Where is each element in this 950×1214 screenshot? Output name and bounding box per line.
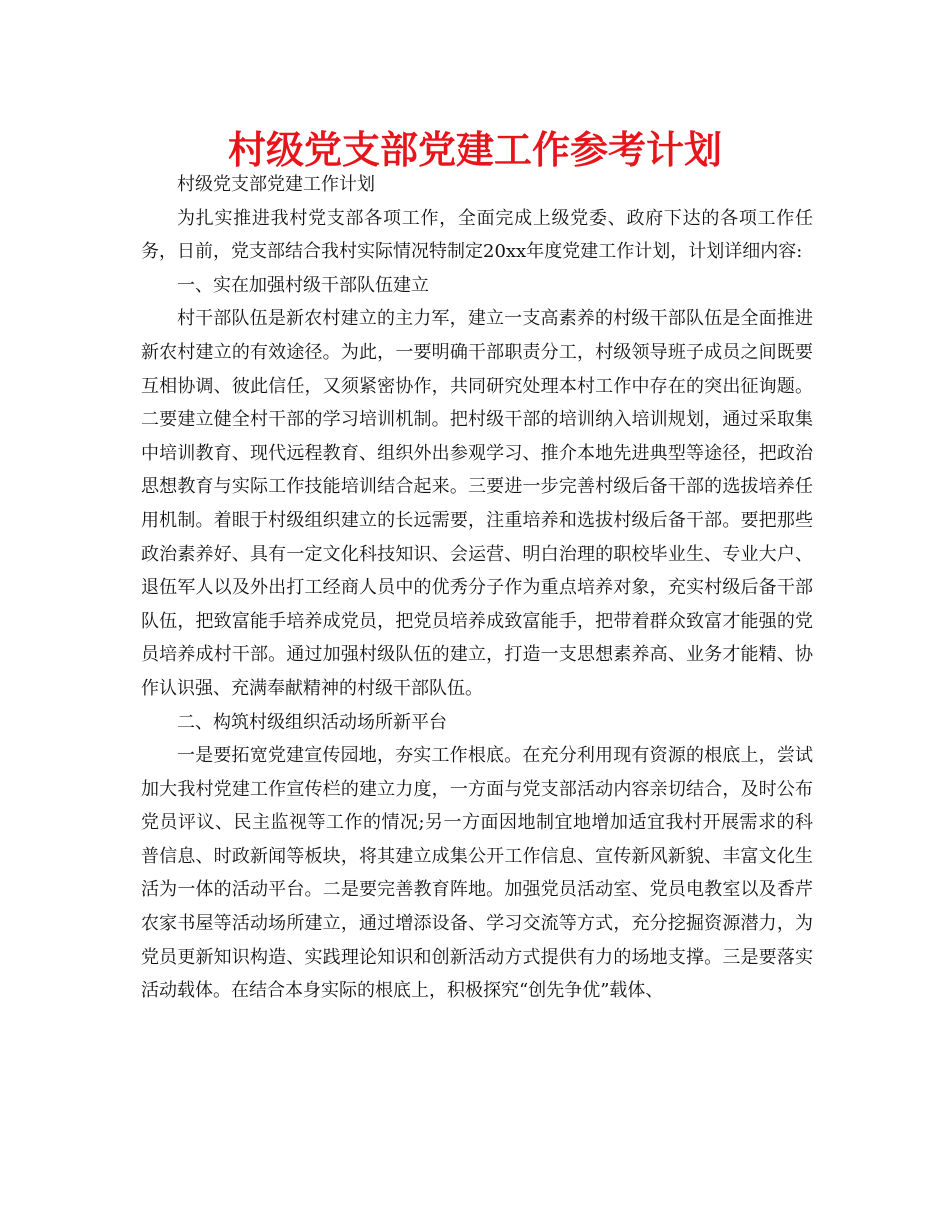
- paragraph-subtitle: 村级党支部党建工作计划: [177, 174, 375, 195]
- section-heading-2: 二、构筑村级组织活动场所新平台: [177, 711, 447, 733]
- document-body: [141, 168, 813, 1008]
- document-title: 村级党支部党建工作参考计划: [227, 128, 722, 172]
- paragraph-section-2: 一是要拓宽党建宣传园地，夯实工作根底。在充分利用现有资源的根底上，尝试加大我村党建工作宣传栏的建立力度，一方面与党支部活动内容亲切结合，及时公布党员评议、民主监视等工作的情况;另一方面因地制宜地增加适宜我村开展需求的科普信息、时政新闻等板块，将其建立成集公开工作信息、宣传新风新貌、丰富文化生活为一体的活动平台。二是要完善教育阵地。加强党员活动室、党员电教室以及香芹农家书屋等活动场所建立，通过增添设备、学习交流等方式，充分挖掘资源潜力，为党员更新知识构造、实践理论知识和创新活动方式提供有力的场地支撑。三是要落实活动载体。在结合本身实际的根底上，积极探究“创先争优”载体、: [141, 745, 813, 1002]
- paragraph-intro: 为扎实推进我村党支部各项工作，全面完成上级党委、政府下达的各项工作任务，日前，党支部结合我村实际情况特制定20xx年度党建工作计划，计划详细内容:: [141, 207, 813, 263]
- paragraph-section-1: 村干部队伍是新农村建立的主力军，建立一支高素养的村级干部队伍是全面推进新农村建立的有效途径。为此，一要明确干部职责分工，村级领导班子成员之间既要互相协调、彼此信任，又须紧密协作，共同研究处理本村工作中存在的突出征询题。二要建立健全村干部的学习培训机制。把村级干部的培训纳入培训规划，通过采取集中培训教育、现代远程教育、组织外出参观学习、推介本地先进典型等途径，把政治思想教育与实际工作技能培训结合起来。三要进一步完善村级后备干部的选拔培养任用机制。着眼于村级组织建立的长远需要，注重培养和选拔村级后备干部。要把那些政治素养好、具有一定文化科技知识、会运营、明白治理的职校毕业生、专业大户、退伍军人以及外出打工经商人员中的优秀分子作为重点培养对象，充实村级后备干部队伍，把致富能手培养成党员，把党员培养成致富能手，把带着群众致富才能强的党员培养成村干部。通过加强村级队伍的建立，打造一支思想素养高、业务才能精、协作认识强、充满奉献精神的村级干部队伍。: [141, 308, 813, 699]
- section-heading-1: 一、实在加强村级干部队伍建立: [177, 274, 429, 296]
